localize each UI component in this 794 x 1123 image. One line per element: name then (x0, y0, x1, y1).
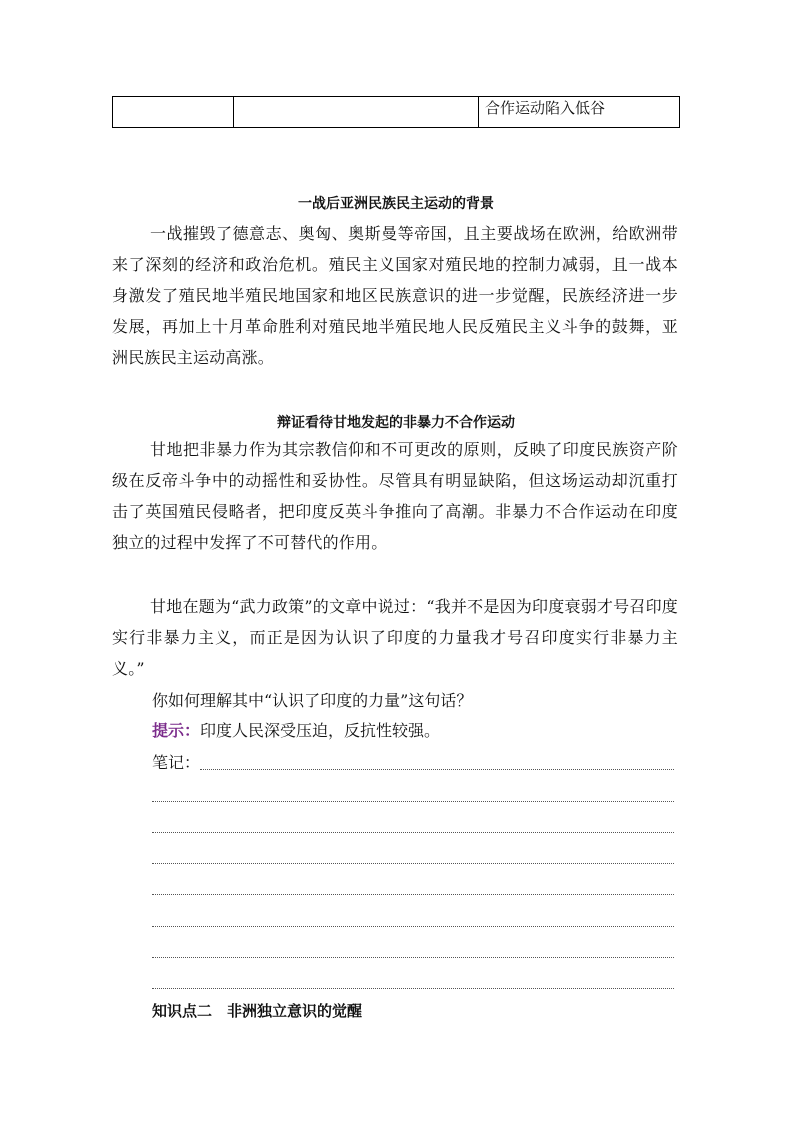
notes-line[interactable] (152, 987, 674, 989)
section-title-background: 一战后亚洲民族民主运动的背景 (298, 196, 494, 212)
notes-line[interactable] (200, 768, 674, 770)
table-cell: 合作运动陷入低谷 (479, 97, 680, 128)
table-cell (234, 97, 479, 128)
notes-label: 笔记： (152, 753, 201, 772)
notes-line[interactable] (152, 893, 674, 895)
notes-line[interactable] (152, 956, 674, 958)
notes-line[interactable] (152, 925, 674, 927)
section-title-gandhi: 辩证看待甘地发起的非暴力不合作运动 (277, 415, 515, 431)
notes-line[interactable] (152, 862, 674, 864)
table-cell (113, 97, 234, 128)
hint-text: 印度人民深受压迫，反抗性较强。 (200, 721, 441, 740)
notes-line[interactable] (152, 831, 674, 833)
section-background-text: 一战摧毁了德意志、奥匈、奥斯曼等帝国，且主要战场在欧洲，给欧洲带来了深刻的经济和政治危机。殖民主义国家对殖民地的控制力减弱，且一战本身激发了殖民地半殖民地国家和地区民族意识的进一步觉醒，民族经济进一步发展，再加上十月革命胜利对殖民地半殖民地人民反殖民主义斗争的鼓舞，亚洲民族民主运动高涨。 (112, 224, 678, 367)
gandhi-quote: 甘地在题为“武力政策”的文章中说过：“我并不是因为印度衰弱才号召印度实行非暴力主义，而正是因为认识了印度的力量我才号召印度实行非暴力主义。” (112, 597, 678, 678)
section-gandhi-text: 甘地把非暴力作为其宗教信仰和不可更改的原则，反映了印度民族资产阶级在反帝斗争中的动摇性和妥协性。尽管具有明显缺陷，但这场运动却沉重打击了英国殖民侵略者，把印度反英斗争推向了高潮。非暴力不合作运动在印度独立的过程中发挥了不可替代的作用。 (112, 440, 678, 552)
question-text: 你如何理解其中“认识了印度的力量”这句话？ (152, 691, 473, 710)
notes-line[interactable] (152, 800, 674, 802)
hint-line (152, 719, 440, 743)
knowledge-point-heading: 知识点二 非洲独立意识的觉醒 (152, 1002, 363, 1020)
hint-label: 提示： (152, 721, 201, 740)
table-row (113, 97, 680, 128)
table-fragment (112, 96, 680, 128)
